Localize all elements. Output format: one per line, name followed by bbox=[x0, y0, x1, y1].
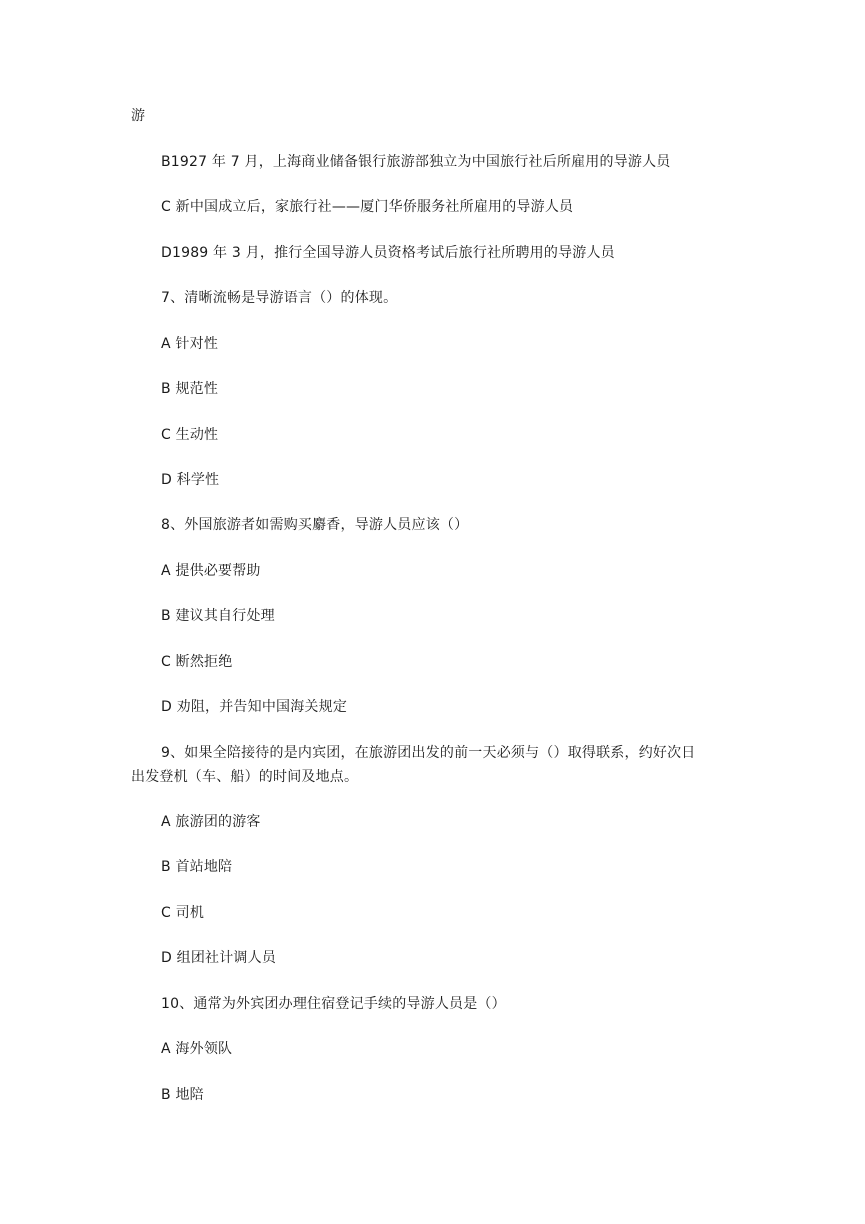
q10-option-b: B 地陪 bbox=[161, 1087, 204, 1103]
q6-option-c: C 新中国成立后，家旅行社——厦门华侨服务社所雇用的导游人员 bbox=[161, 199, 574, 215]
q8-option-a: A 提供必要帮助 bbox=[161, 563, 261, 579]
q7-option-a: A 针对性 bbox=[161, 336, 219, 352]
q8-option-c: C 断然拒绝 bbox=[161, 654, 233, 670]
q6-option-b: B1927 年 7 月，上海商业储备银行旅游部独立为中国旅行社后所雇用的导游人员 bbox=[161, 154, 671, 170]
q6-option-d: D1989 年 3 月，推行全国导游人员资格考试后旅行社所聘用的导游人员 bbox=[161, 245, 615, 261]
q9-option-a: A 旅游团的游客 bbox=[161, 814, 261, 830]
q9-option-c: C 司机 bbox=[161, 905, 205, 921]
q7-option-b: B 规范性 bbox=[161, 381, 219, 397]
q7-option-c: C 生动性 bbox=[161, 427, 219, 443]
text-line-continuation: 游 bbox=[131, 108, 146, 124]
q9-option-b: B 首站地陪 bbox=[161, 859, 233, 875]
q9-question: 9、如果全陪接待的是内宾团，在旅游团出发的前一天必须与（）取得联系，约好次日 bbox=[161, 745, 696, 761]
q9-option-d: D 组团社计调人员 bbox=[161, 950, 277, 966]
q8-option-d: D 劝阻，并告知中国海关规定 bbox=[161, 699, 348, 715]
q8-question: 8、外国旅游者如需购买麝香，导游人员应该（） bbox=[161, 517, 469, 533]
q8-option-b: B 建议其自行处理 bbox=[161, 608, 275, 624]
q7-option-d: D 科学性 bbox=[161, 472, 220, 488]
q7-question: 7、清晰流畅是导游语言（）的体现。 bbox=[161, 290, 398, 306]
q9-question-continued: 出发登机（车、船）的时间及地点。 bbox=[131, 769, 359, 785]
q10-question: 10、通常为外宾团办理住宿登记手续的导游人员是（） bbox=[161, 996, 506, 1012]
q10-option-a: A 海外领队 bbox=[161, 1041, 233, 1057]
